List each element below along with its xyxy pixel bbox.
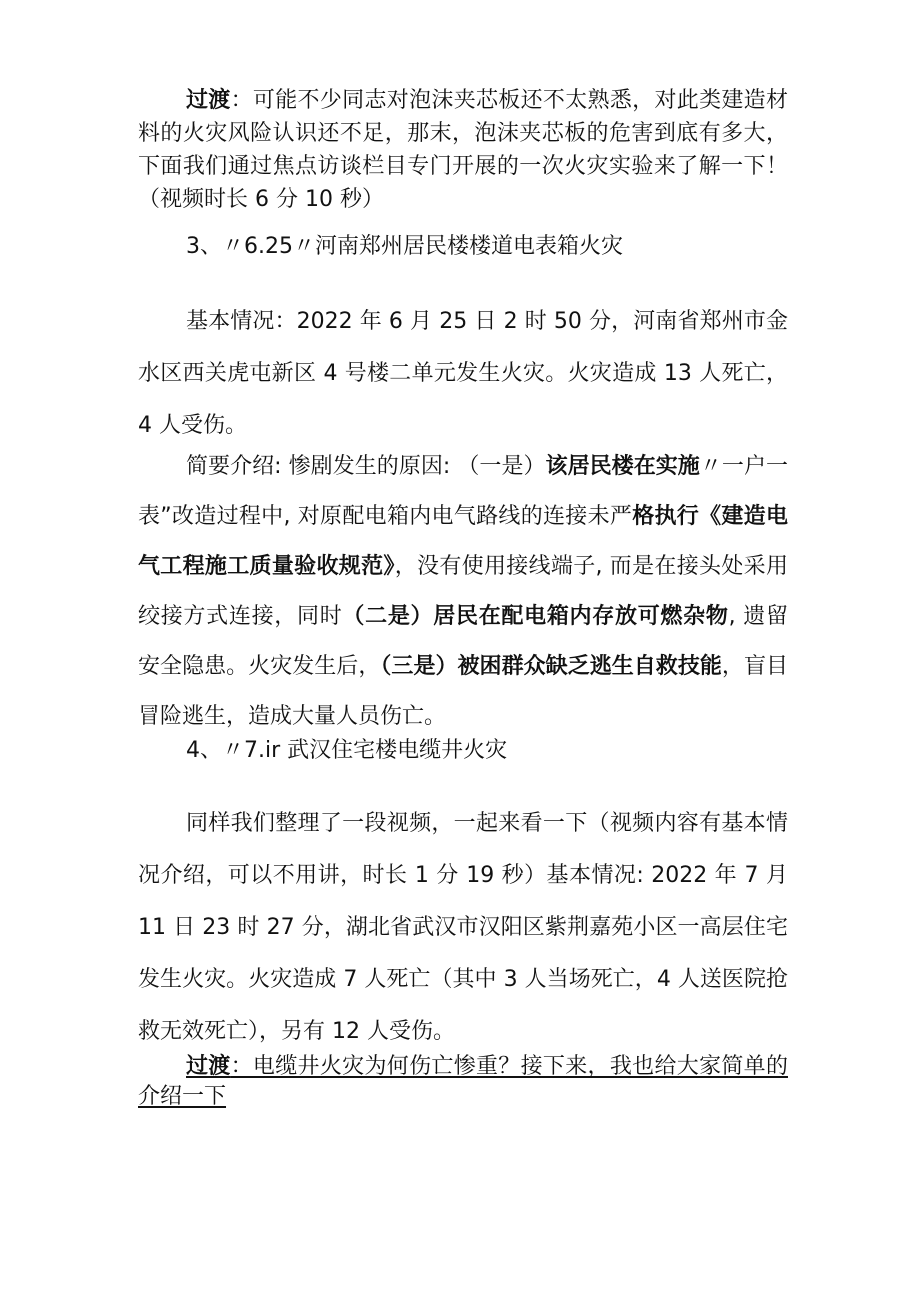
brief-intro-paragraph (138, 442, 788, 742)
intro-bold-1: 该居民楼在实施 (545, 454, 700, 479)
intro-text-1: 简要介绍: 惨剧发生的原因: （一是） (186, 454, 546, 479)
section-heading-3: 3、〃6.25〃河南郑州居民楼楼道电表箱火灾 (186, 234, 623, 259)
transition-label-2: 过渡 (186, 1054, 231, 1079)
basic-info-paragraph-3: 基本情况：2022 年 6 月 25 日 2 时 50 分，河南省郑州市金水区西关虎屯新区 4 号楼二单元发生火灾。火灾造成 13 人死亡，4 人受伤。 (138, 309, 788, 438)
section-heading-4: 4、〃7.ir 武汉住宅楼电缆井火灾 (186, 738, 508, 763)
intro-bold-3: （二是）居民在配电箱内存放可燃杂物 (342, 604, 729, 629)
transition-text-2: ：电缆井火灾为何伤亡惨重？接下来，我也给大家简单的介绍一下 (138, 1054, 788, 1109)
intro-bold-2: 格执行《建造电气工程施工质量验收规范》 (138, 504, 788, 579)
intro-text-5: ，盲目冒险逃生，造成大量人员伤亡。 (138, 654, 788, 729)
intro-text-3: ，没有使用接线端子, 而是在接头处采用绞接方式连接，同时 (138, 554, 788, 629)
transition-paragraph-2 (138, 1052, 788, 1112)
intro-bold-4: （三是）被困群众缺乏逃生自救技能 (380, 654, 722, 679)
transition-paragraph-1 (138, 84, 788, 216)
intro-text-4: , 遗留安全隐患。火灾发生后， (138, 604, 788, 679)
basic-info-paragraph-4: 同样我们整理了一段视频，一起来看一下（视频内容有基本情况介绍，可以不用讲，时长 1 分 19 秒）基本情况: 2022 年 7 月 11 日 23 时 27 分，湖北省武汉市汉阳区紫荆嘉苑小区一高层住宅发生火灾。火灾造成 7 人死亡（其中 3 人当场死亡，4 人送医院抢救无效死亡），另有 12 人受伤。 (138, 811, 788, 1044)
transition-label: 过渡 (186, 88, 231, 113)
transition-text: ：可能不少同志对泡沫夹芯板还不太熟悉，对此类建造材料的火灾风险认识还不足，那末，泡沫夹芯板的危害到底有多大，下面我们通过焦点访谈栏目专门开展的一次火灾实验来了解一下！（视频时长 6 分 10 秒） (138, 88, 788, 212)
intro-text-2: 〃一户一表”改造过程中, 对原配电箱内电气路线的连接未严 (138, 454, 788, 529)
